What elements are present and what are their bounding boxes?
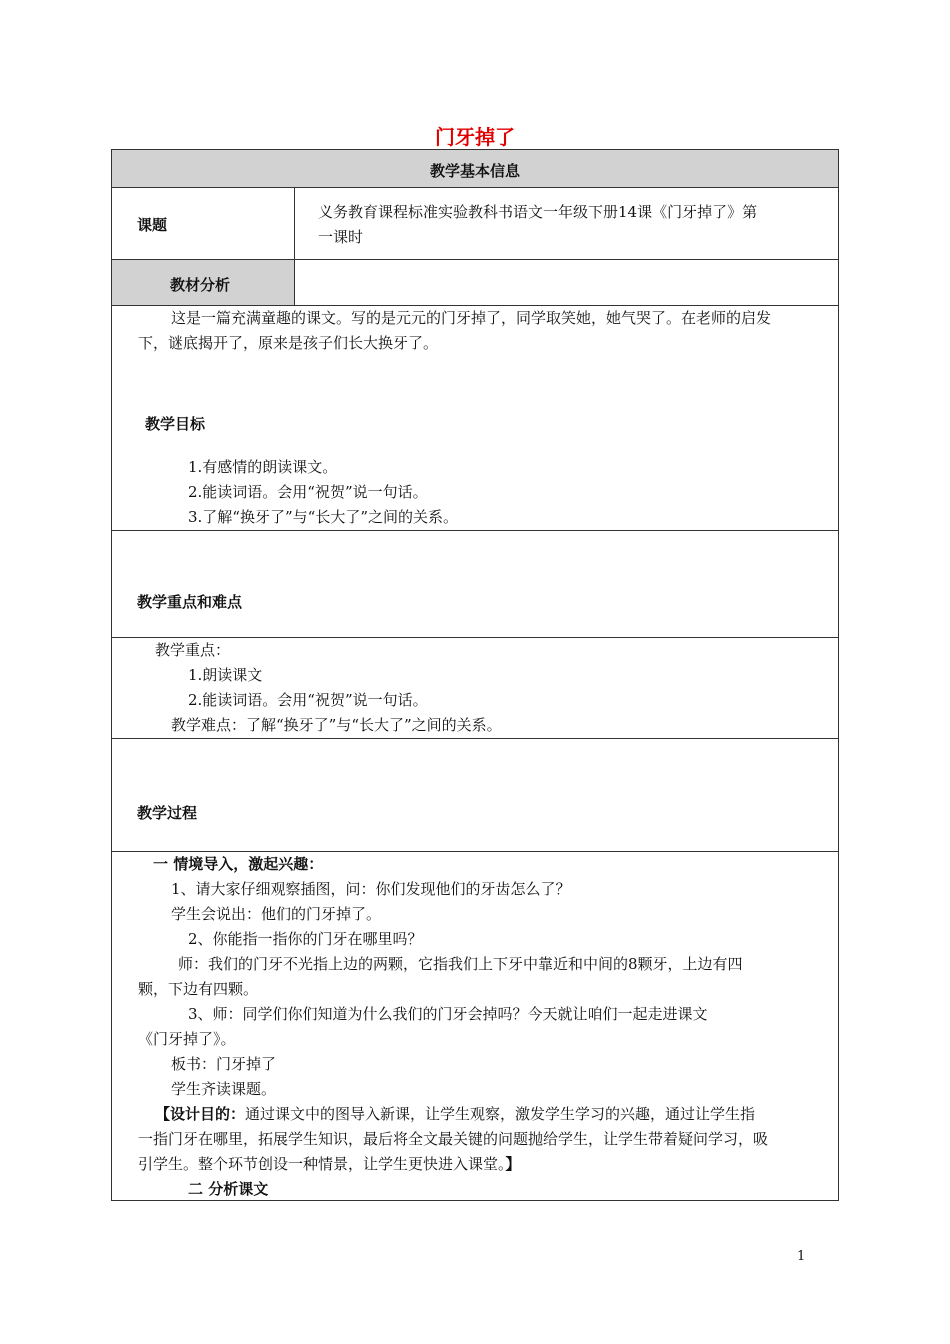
design-purpose-label: 【设计目的：: [155, 1105, 246, 1123]
keypoints-label: 教学重点和难点: [137, 593, 243, 611]
key-item-1: 1.朗读课文: [188, 666, 263, 684]
process-line: 《门牙掉了》。: [138, 1030, 236, 1048]
section-2-heading: 二 分析课文: [188, 1180, 269, 1198]
process-line: 板书：门牙掉了: [171, 1055, 277, 1073]
difficulty: 教学难点：了解“换牙了”与“长大了”之间的关系。: [171, 716, 502, 734]
goals-label: 教学目标: [145, 415, 206, 433]
section-1-heading: 一 情境导入，激起兴趣：: [153, 855, 324, 873]
divider: [111, 530, 839, 531]
course-label: 课题: [137, 216, 168, 234]
process-line: 2、你能指一指你的门牙在哪里吗？: [188, 930, 423, 948]
process-line: 师：我们的门牙不光指上边的两颗，它指我们上下牙中靠近和中间的8颗牙，上边有四: [178, 955, 743, 973]
column-divider: [294, 187, 295, 305]
course-value-line1: 义务教育课程标准实验教科书语文一年级下册14课《门牙掉了》第: [318, 203, 758, 221]
page-number: 1: [797, 1249, 806, 1264]
process-line: 学生齐读课题。: [171, 1080, 277, 1098]
analysis-line1: 这是一篇充满童趣的课文。写的是元元的门牙掉了，同学取笑她，她气哭了。在老师的启发: [171, 309, 772, 327]
table-header: 教学基本信息: [429, 162, 520, 180]
process-line: 学生会说出：他们的门牙掉了。: [171, 905, 382, 923]
design-purpose-line1: 【设计目的：通过课文中的图导入新课，让学生观察，激发学生学习的兴趣，通过让学生指: [155, 1105, 756, 1123]
process-line: 3、师：同学们你们知道为什么我们的门牙会掉吗？今天就让咱们一起走进课文: [188, 1005, 708, 1023]
key-title: 教学重点：: [155, 641, 231, 659]
process-line: 颗，下边有四颗。: [138, 980, 259, 998]
design-purpose-line2: 一指门牙在哪里，拓展学生知识，最后将全文最关键的问题抛给学生，让学生带着疑问学习，吸: [138, 1130, 769, 1148]
design-purpose-line3: 引学生。整个环节创设一种情景，让学生更快进入课堂。】: [138, 1155, 521, 1173]
goal-item-3: 3.了解“换牙了”与“长大了”之间的关系。: [188, 508, 458, 526]
process-line: 1、请大家仔细观察插图，问：你们发现他们的牙齿怎么了？: [171, 880, 571, 898]
goal-item-1: 1.有感情的朗读课文。: [188, 458, 338, 476]
key-item-2: 2.能读词语。会用“祝贺”说一句话。: [188, 691, 428, 709]
goal-item-2: 2.能读词语。会用“祝贺”说一句话。: [188, 483, 428, 501]
document-title: 门牙掉了: [435, 125, 515, 149]
divider: [111, 187, 839, 188]
analysis-line2: 下，谜底揭开了，原来是孩子们长大换牙了。: [138, 334, 439, 352]
analysis-label: 教材分析: [170, 276, 231, 294]
divider: [111, 738, 839, 739]
course-value-line2: 一课时: [318, 228, 364, 246]
process-label: 教学过程: [137, 804, 198, 822]
